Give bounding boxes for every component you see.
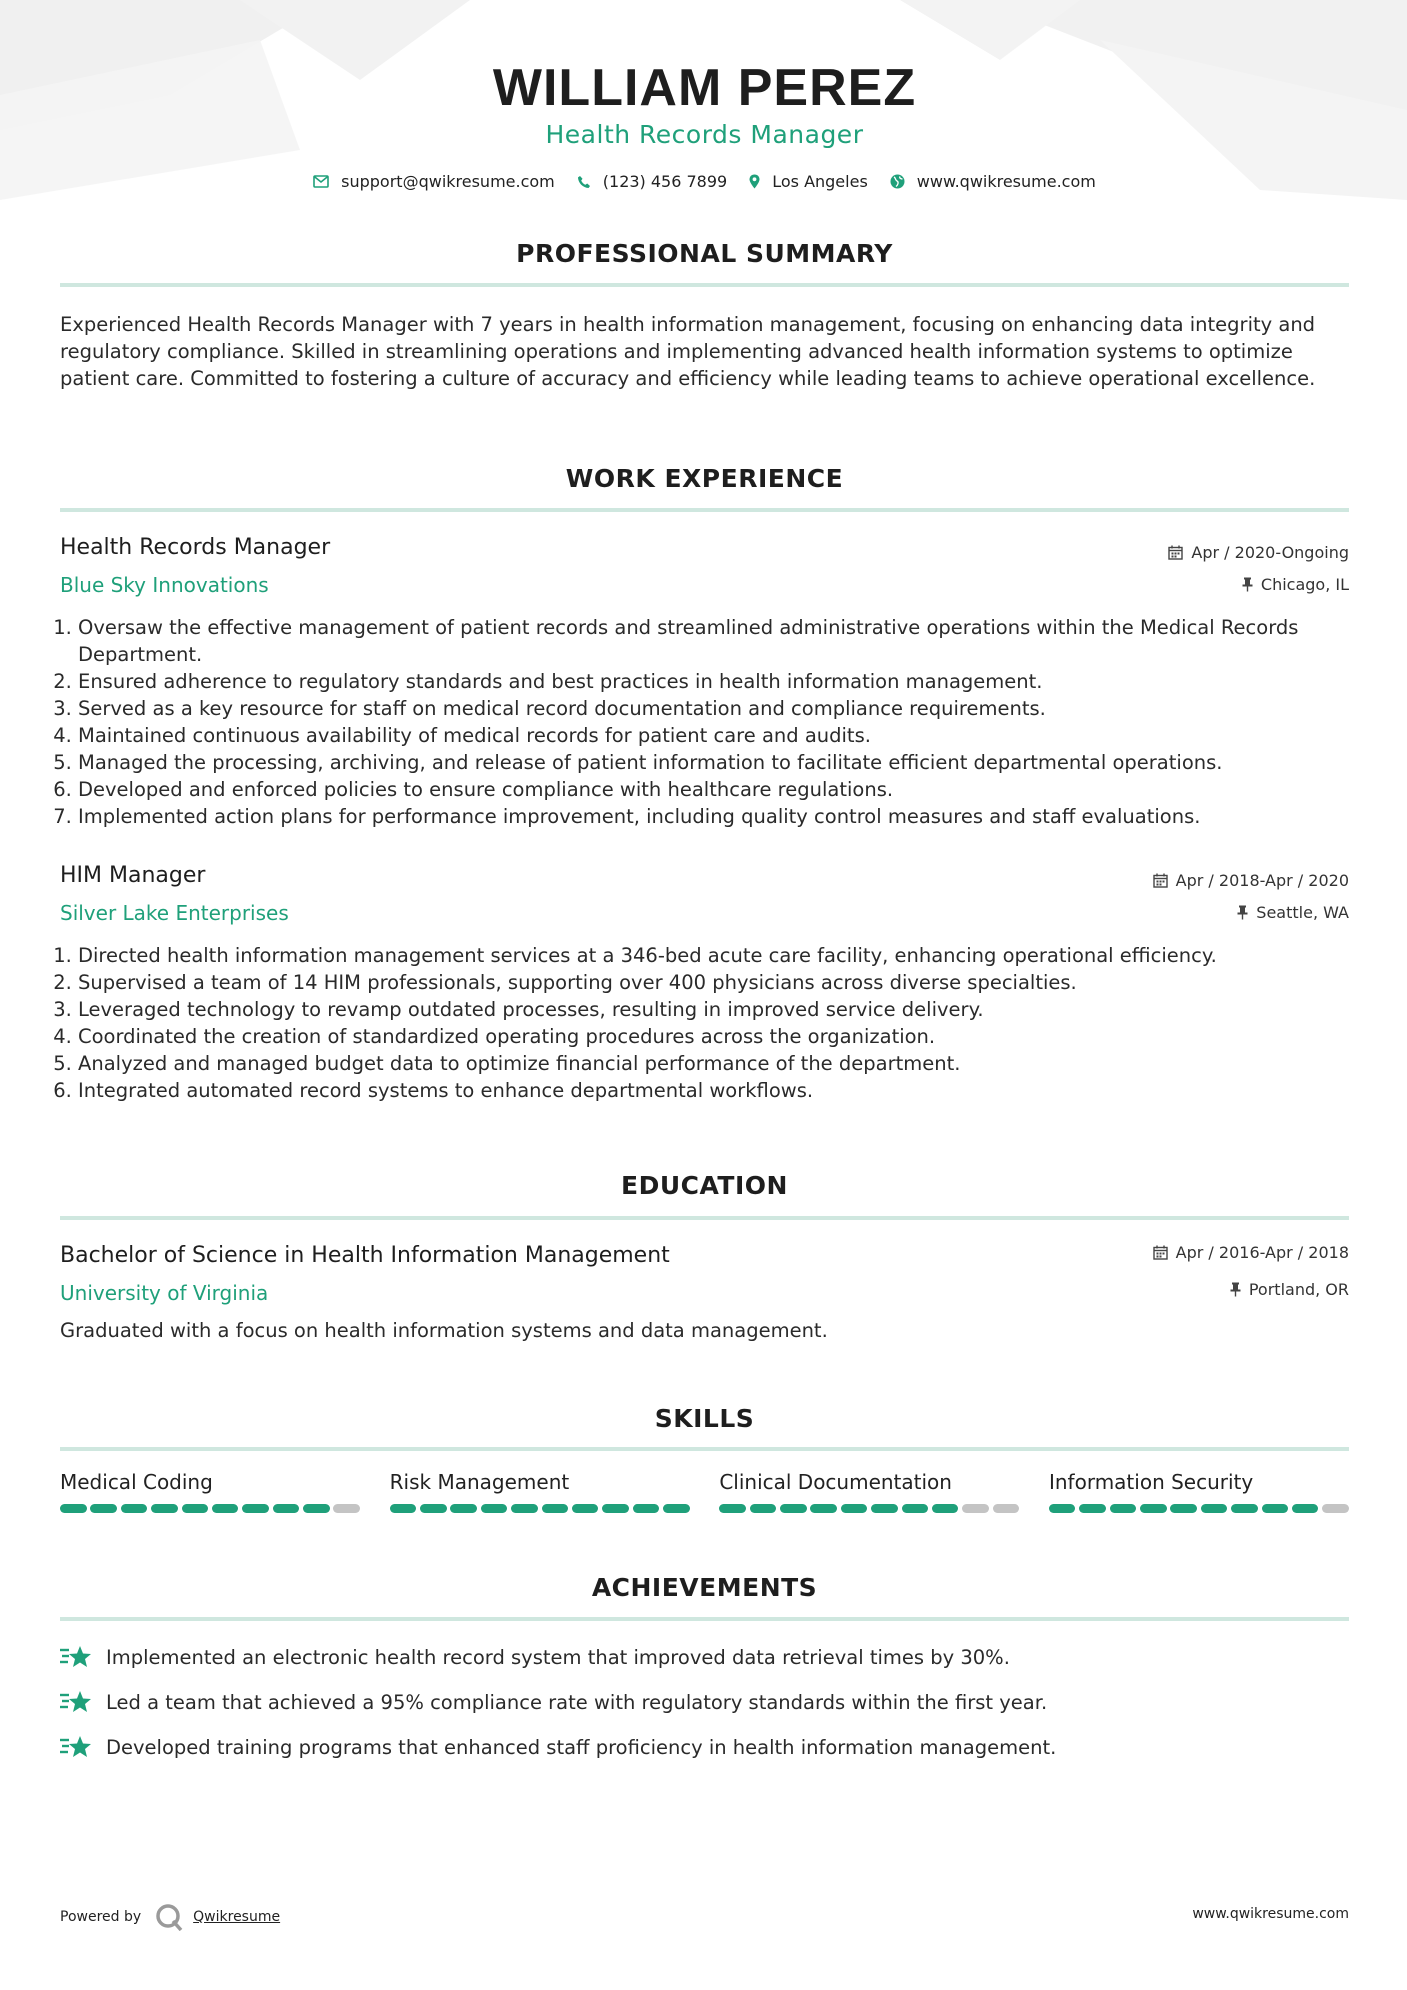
skill-item xyxy=(60,1470,360,1513)
contact-phone[interactable]: (123) 456 7899 xyxy=(577,172,727,191)
experience-heading: WORK EXPERIENCE xyxy=(565,464,844,493)
skill-segment-filled xyxy=(303,1504,330,1513)
education-divider xyxy=(60,1216,1349,1220)
skill-segment-empty xyxy=(962,1504,989,1513)
job-title: HIM Manager xyxy=(60,863,206,888)
list-item: 5. Analyzed and managed budget data to optimize financial performance of the department. xyxy=(78,1050,1367,1077)
list-item: 1. Directed health information management services at a 346-bed acute care facility, enhancing operational efficiency. xyxy=(78,942,1367,969)
skill-segment-filled xyxy=(151,1504,178,1513)
skill-level-bar xyxy=(60,1504,360,1513)
skill-segment-empty xyxy=(993,1504,1020,1513)
summary-text: Experienced Health Records Manager with 7 years in health information management, focusing on enhancing data integrity and regulatory compliance. Skilled in streamlining operations and implementing advanced health information systems to optimize patient care. Committed to fostering a culture of accuracy and efficiency while leading teams to achieve operational excellence. xyxy=(60,313,1316,390)
star-award-icon xyxy=(60,1735,92,1759)
skill-item xyxy=(719,1470,1019,1513)
list-item: 4. Coordinated the creation of standardized operating procedures across the organization. xyxy=(78,1023,1367,1050)
pushpin-icon xyxy=(1237,905,1248,920)
candidate-name: WILLIAM PEREZ xyxy=(492,59,917,117)
skill-segment-filled xyxy=(932,1504,959,1513)
experience-divider xyxy=(60,508,1349,512)
school-name: University of Virginia xyxy=(60,1281,269,1305)
contact-email[interactable]: support@qwikresume.com xyxy=(313,172,555,191)
skill-segment-filled xyxy=(273,1504,300,1513)
skill-segment-filled xyxy=(242,1504,269,1513)
skill-segment-filled xyxy=(121,1504,148,1513)
globe-icon xyxy=(890,174,905,189)
list-item: 3. Leveraged technology to revamp outdated processes, resulting in improved service delivery. xyxy=(78,996,1367,1023)
degree-title: Bachelor of Science in Health Information Management xyxy=(60,1243,670,1268)
skill-segment-filled xyxy=(1292,1504,1319,1513)
skill-segment-filled xyxy=(1049,1504,1076,1513)
map-pin-icon xyxy=(749,174,760,189)
skill-segment-filled xyxy=(1201,1504,1228,1513)
education-dates: Apr / 2016-Apr / 2018 xyxy=(1153,1243,1349,1262)
achievement-item: Developed training programs that enhanced staff proficiency in health information management. xyxy=(60,1735,1056,1759)
job-duties-list xyxy=(60,614,1367,830)
skill-segment-filled xyxy=(810,1504,837,1513)
skill-segment-filled xyxy=(572,1504,599,1513)
calendar-icon xyxy=(1153,873,1168,888)
qwikresume-logo-icon xyxy=(155,1903,185,1931)
skill-segment-filled xyxy=(871,1504,898,1513)
candidate-role: Health Records Manager xyxy=(545,120,864,149)
job-dates: Apr / 2020-Ongoing xyxy=(1168,543,1349,562)
skill-item xyxy=(1049,1470,1349,1513)
skill-segment-filled xyxy=(1079,1504,1106,1513)
phone-icon xyxy=(577,175,591,189)
skill-item xyxy=(390,1470,690,1513)
skill-segment-filled xyxy=(390,1504,417,1513)
calendar-icon xyxy=(1168,545,1183,560)
summary-divider xyxy=(60,283,1349,287)
education-location: Portland, OR xyxy=(1230,1280,1349,1299)
achievements-divider xyxy=(60,1617,1349,1621)
skill-segment-filled xyxy=(841,1504,868,1513)
skill-segment-filled xyxy=(602,1504,629,1513)
skill-level-bar xyxy=(719,1504,1019,1513)
qwikresume-link[interactable]: Qwikresume xyxy=(193,1909,281,1925)
education-heading: EDUCATION xyxy=(621,1171,788,1200)
list-item: 6. Developed and enforced policies to ensure compliance with healthcare regulations. xyxy=(78,776,1367,803)
skill-segment-filled xyxy=(420,1504,447,1513)
calendar-icon xyxy=(1153,1245,1168,1260)
job-dates: Apr / 2018-Apr / 2020 xyxy=(1153,871,1349,890)
job-location: Seattle, WA xyxy=(1237,903,1349,922)
skill-segment-empty xyxy=(333,1504,360,1513)
achievement-item: Implemented an electronic health record system that improved data retrieval times by 30%. xyxy=(60,1645,1010,1669)
star-award-icon xyxy=(60,1645,92,1669)
skill-segment-filled xyxy=(90,1504,117,1513)
star-award-icon xyxy=(60,1690,92,1714)
skill-segment-filled xyxy=(1262,1504,1289,1513)
skill-segment-filled xyxy=(633,1504,660,1513)
skill-segment-filled xyxy=(663,1504,690,1513)
skill-level-bar xyxy=(1049,1504,1349,1513)
skill-segment-filled xyxy=(60,1504,87,1513)
list-item: 5. Managed the processing, archiving, and release of patient information to facilitate efficient departmental operations. xyxy=(78,749,1367,776)
footer-website[interactable]: www.qwikresume.com xyxy=(1192,1906,1349,1922)
job-title: Health Records Manager xyxy=(60,535,331,560)
list-item: 3. Served as a key resource for staff on medical record documentation and compliance requirements. xyxy=(78,695,1367,722)
job-location: Chicago, IL xyxy=(1242,575,1349,594)
skill-name: Clinical Documentation xyxy=(719,1470,952,1494)
list-item: 4. Maintained continuous availability of medical records for patient care and audits. xyxy=(78,722,1367,749)
skill-name: Risk Management xyxy=(389,1470,570,1494)
job-company: Silver Lake Enterprises xyxy=(60,901,289,925)
skill-segment-empty xyxy=(1322,1504,1349,1513)
skill-segment-filled xyxy=(481,1504,508,1513)
skills-heading: SKILLS xyxy=(654,1404,755,1433)
skill-name: Information Security xyxy=(1048,1470,1254,1494)
job-company: Blue Sky Innovations xyxy=(60,573,269,597)
skill-segment-filled xyxy=(780,1504,807,1513)
skill-segment-filled xyxy=(1170,1504,1197,1513)
skill-segment-filled xyxy=(542,1504,569,1513)
skill-segment-filled xyxy=(719,1504,746,1513)
list-item: 2. Ensured adherence to regulatory standards and best practices in health information management. xyxy=(78,668,1367,695)
skill-segment-filled xyxy=(450,1504,477,1513)
achievement-item: Led a team that achieved a 95% compliance rate with regulatory standards within the first year. xyxy=(60,1690,1047,1714)
skill-level-bar xyxy=(390,1504,690,1513)
skill-segment-filled xyxy=(1140,1504,1167,1513)
skill-segment-filled xyxy=(902,1504,929,1513)
skill-segment-filled xyxy=(750,1504,777,1513)
job-duties-list xyxy=(60,942,1367,1104)
contact-bar xyxy=(60,172,1349,191)
skill-segment-filled xyxy=(212,1504,239,1513)
contact-website[interactable]: www.qwikresume.com xyxy=(890,172,1096,191)
skill-name: Medical Coding xyxy=(60,1470,213,1494)
footer-powered-by: Powered by Qwikresume xyxy=(60,1903,280,1931)
envelope-icon xyxy=(313,175,329,188)
pushpin-icon xyxy=(1230,1282,1241,1297)
contact-location: Los Angeles xyxy=(749,172,868,191)
summary-heading: PROFESSIONAL SUMMARY xyxy=(516,239,893,268)
skill-segment-filled xyxy=(1231,1504,1258,1513)
skill-segment-filled xyxy=(182,1504,209,1513)
skill-segment-filled xyxy=(1110,1504,1137,1513)
achievements-heading: ACHIEVEMENTS xyxy=(591,1573,818,1602)
list-item: 7. Implemented action plans for performance improvement, including quality control measures and staff evaluations. xyxy=(78,803,1367,830)
skills-divider xyxy=(60,1447,1349,1451)
pushpin-icon xyxy=(1242,577,1253,592)
list-item: 1. Oversaw the effective management of patient records and streamlined administrative operations within the Medical Records Department. xyxy=(78,614,1367,668)
list-item: 6. Integrated automated record systems to enhance departmental workflows. xyxy=(78,1077,1367,1104)
skill-segment-filled xyxy=(511,1504,538,1513)
education-description: Graduated with a focus on health information systems and data management. xyxy=(60,1319,828,1342)
skills-list xyxy=(60,1470,1349,1513)
list-item: 2. Supervised a team of 14 HIM professionals, supporting over 400 physicians across diverse specialties. xyxy=(78,969,1367,996)
